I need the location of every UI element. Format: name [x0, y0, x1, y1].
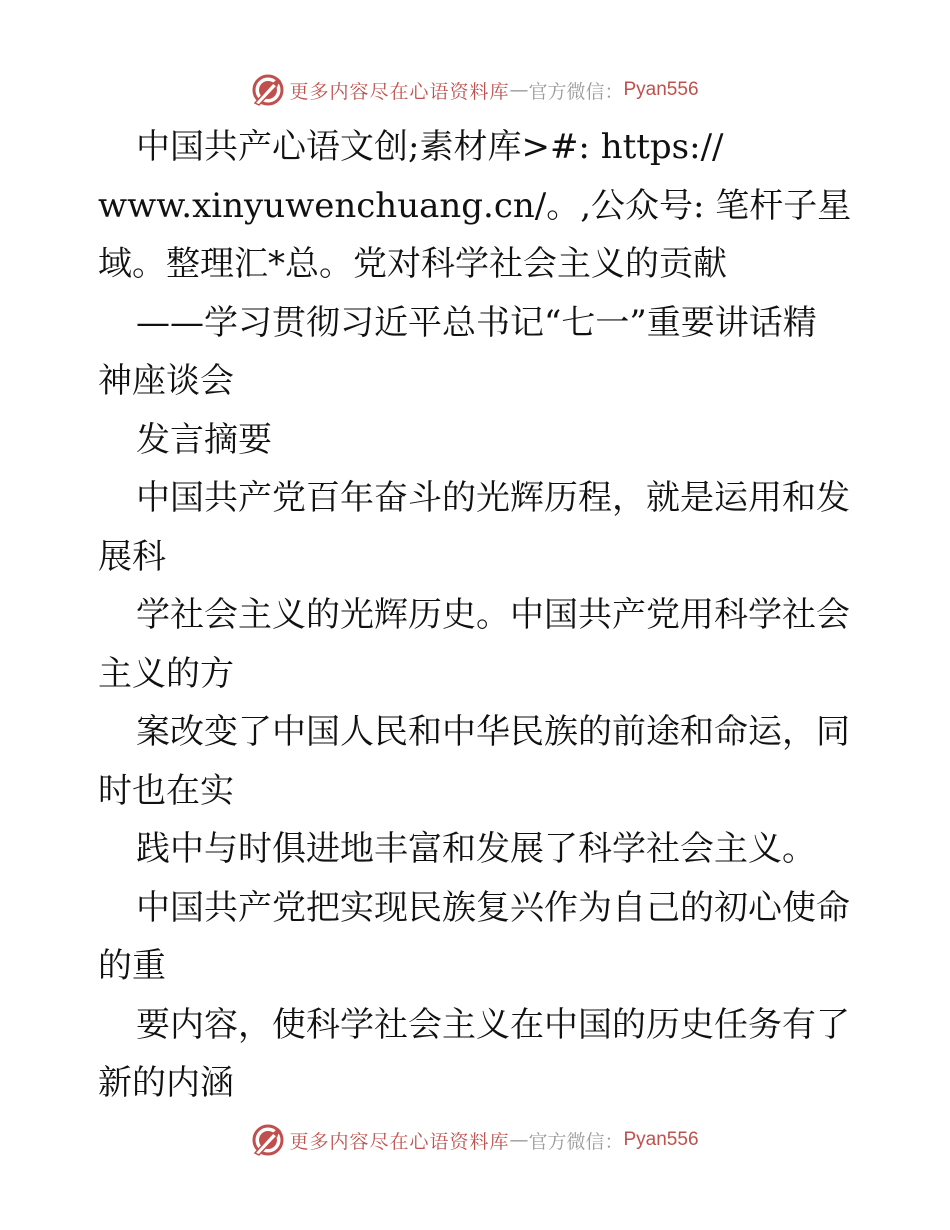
footer-main-text: 更多内容尽在心语资料库: [289, 1130, 510, 1153]
body-line: 展科: [98, 536, 166, 577]
body-line: 的重: [98, 946, 166, 986]
body-line: www.xinyuwenchuang.cn/。,公众号: 笔杆子星: [98, 185, 852, 226]
body-line: ——学习贯彻习近平总书记“七一”重要讲话精: [136, 302, 817, 343]
body-line: 中国共产心语文创;素材库>#: https://: [136, 127, 724, 167]
header-banner: [0, 70, 950, 110]
body-line: 学社会主义的光辉历史。中国共产党用科学社会: [136, 595, 850, 635]
pen-logo-icon: [251, 1123, 285, 1157]
footer-dash: —: [509, 1129, 529, 1151]
body-line: 域。整理汇*总。党对科学社会主义的贡献: [98, 244, 727, 284]
footer-sub-text: 官方微信：: [528, 1130, 624, 1153]
footer-wechat-id: Pyan556: [623, 1129, 699, 1150]
body-line: 时也在实: [98, 770, 234, 811]
body-line: 发言摘要: [136, 419, 272, 460]
pen-logo-icon: [251, 73, 285, 107]
body-line: 践中与时俱进地丰富和发展了科学社会主义。: [136, 829, 816, 869]
header-dash: —: [509, 79, 529, 101]
header-sub-text: 官方微信：: [528, 80, 624, 103]
body-text: [98, 118, 858, 1113]
header-main-text: 更多内容尽在心语资料库: [289, 80, 510, 103]
body-line: 中国共产党把实现民族复兴作为自己的初心使命: [136, 887, 850, 928]
body-line: 主义的方: [98, 653, 234, 694]
footer-banner: [0, 1120, 950, 1160]
body-line: 神座谈会: [98, 361, 234, 401]
body-line: 要内容，使科学社会主义在中国的历史任务有了: [136, 1004, 850, 1045]
body-line: 新的内涵: [98, 1063, 234, 1103]
header-wechat-id: Pyan556: [623, 79, 699, 100]
body-line: 案改变了中国人民和中华民族的前途和命运，同: [136, 712, 850, 752]
body-line: 中国共产党百年奋斗的光辉历程，就是运用和发: [136, 478, 850, 518]
